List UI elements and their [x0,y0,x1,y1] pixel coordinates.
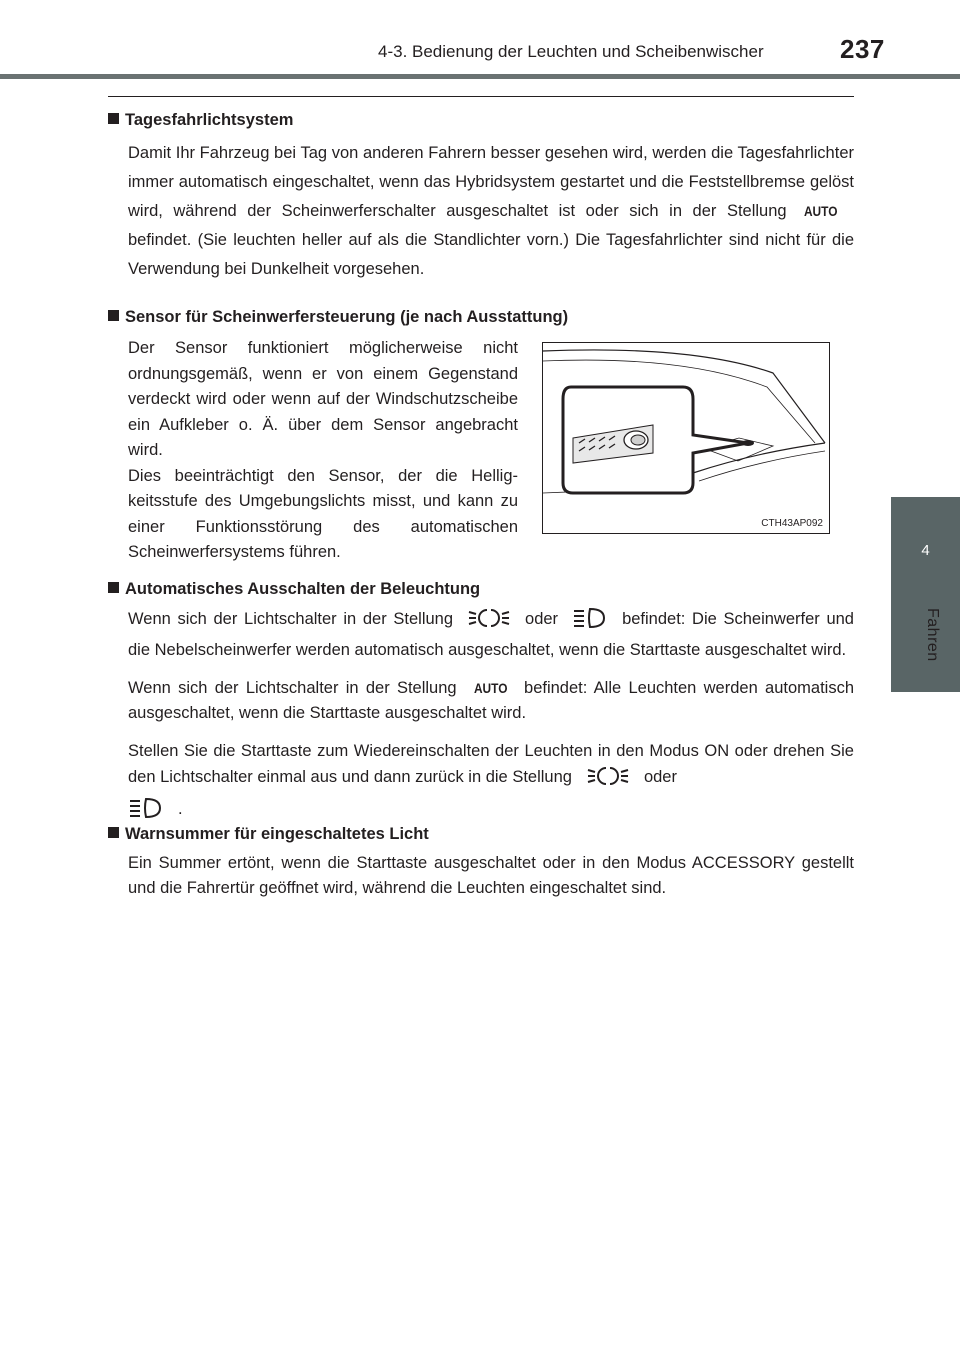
sensor-text: Der Sensor funktioniert möglicherweise nicht ordnungsgemäß, wenn er von einem Gegenstand verdeckt wird oder wenn auf der Windschutzscheibe ein Aufkleber o. Ä. über dem Sensor angebracht wird. Dies beeinträchtigt den Sensor, der die Helligkeitsstufe des Umgebungslichts misst, und kann zu einer Funktionsstörung des automatischen Scheinwerfersystems führen. [128,339,518,561]
paragraph-1: Wenn sich der Lichtschalter in der Stellung oder befindet: Die Scheinwerfer und die Nebelscheinwerfer werden automatisch ausgeschaltet, wenn die Starttaste ausgeschaltet wird. [128,606,854,663]
section-title: Tagesfahrlichtsystem [108,108,854,132]
chapter-label: Fahren [924,608,941,662]
auto-symbol: AUTO [473,680,508,696]
paragraph-2: Wenn sich der Lichtschalter in der Stellung AUTO befindet: Alle Leuchten werden automatisch ausgeschaltet, wenn die Starttaste ausgeschaltet wird. [128,676,854,726]
section-title: Sensor für Scheinwerfersteuerung (je nach Ausstattung) [108,305,854,329]
parking-light-icon [586,764,630,796]
parking-light-icon [467,606,511,638]
section-text: Damit Ihr Fahrzeug bei Tag von anderen Fahrern besser gesehen wird, werden die Tagesfahrlichter immer automatisch eingeschaltet, wenn das Hybridsystem gestartet und die Feststellbremse gelöst wird, während der Scheinwerferschalter ausgeschaltet ist oder sich in der Stellung AUTObefindet. (Sie leuchten heller auf als die Standlichter vorn.) Die Tagesfahrlichter sind nicht für die Verwendung bei Dunkelheit vorgesehen. [128,144,854,278]
figure-code: CTH43AP092 [761,518,823,529]
section-headlight-sensor [108,305,854,329]
section-title: Warnsummer für eingeschaltetes Licht [108,822,854,846]
section-automatic-light-off [108,577,854,828]
page-number: 237 [840,34,885,64]
bullet-square [108,310,119,321]
bullet-square [108,827,119,838]
sensor-illustration [542,342,830,534]
running-header: 4-3. Bedienung der Leuchten und Scheibenwischer [378,42,764,61]
section-title: Automatisches Ausschalten der Beleuchtung [108,577,854,601]
auto-symbol: AUTO [803,203,838,219]
section-light-reminder-buzzer [108,822,854,901]
bullet-square [108,113,119,124]
windshield-sensor-drawing [543,343,829,533]
section-daytime-running-lights [108,108,854,284]
chapter-number: 4 [921,542,930,559]
content-top-rule [108,96,854,97]
paragraph-3: Stellen Sie die Starttaste zum Wiedereinschalten der Leuchten in den Modus ON oder drehen Sie den Lichtschalter einmal aus und dann zurück in die Stellung oder . [128,739,854,828]
headlight-icon [572,606,608,638]
header-rule [0,74,960,79]
bullet-square [108,582,119,593]
section-text: Ein Summer ertönt, wenn die Starttaste ausgeschaltet oder in den Modus ACCESSORY gestellt und die Fahrertür geöffnet wird, während die Leuchten eingeschaltet sind. [128,854,854,897]
